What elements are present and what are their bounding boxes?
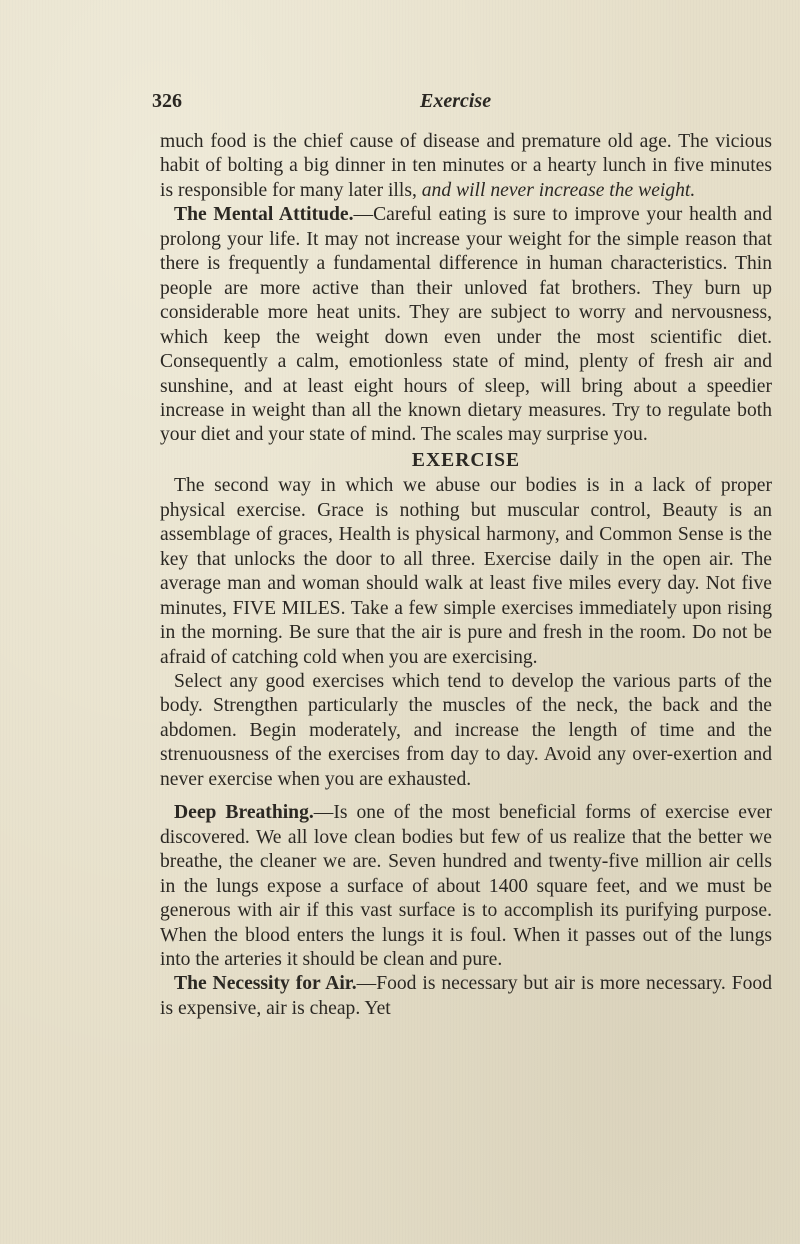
running-head [152, 90, 772, 120]
paragraph-text: Select any good exercises which tend to develop the various parts of the body. Strengthen particularly the muscles of the neck, the back and the abdomen. Begin moderately, and increase the length of time and the strenuousness of the exercises from day to day. Avoid any over-exertion and never exercise when you are exhausted. [160, 670, 772, 790]
paragraph-continuation [160, 130, 772, 203]
paragraph-text: The second way in which we abuse our bodies is in a lack of proper physical exercise. Grace is nothing but muscular control, Beauty is an assemblage of graces, Health is physical harmony, and Common Sense is the key that unlocks the door to all three. Exercise daily in the open air. The average man and woman should walk at least five miles every day. Not five minutes, FIVE MILES. Take a few simple exercises immediately upon rising in the morning. Be sure that the air is pure and fresh in the room. Do not be afraid of catching cold when you are exercising. [160, 475, 772, 668]
paragraph-select-exercises [160, 670, 772, 792]
paragraph-text: much food is the chief cause of disease and premature old age. The vicious habit of bolting a big dinner in ten minutes or a hearty lunch in five minutes is responsible for many later ills, [160, 131, 772, 201]
paragraph-necessity-air [160, 972, 772, 1021]
body-text [160, 130, 772, 1021]
paragraph-exercise [160, 474, 772, 670]
emphasized-text: and will never increase the weight. [421, 179, 696, 201]
page-number: 326 [152, 90, 182, 112]
paragraph-mental-attitude [160, 203, 772, 448]
running-title: Exercise [420, 90, 492, 112]
section-heading: EXERCISE [411, 449, 521, 471]
paragraph-deep-breathing [160, 801, 772, 972]
run-in-heading: Deep Breathing. [174, 802, 314, 824]
paragraph-text: —Food is necessary but air is more necessary. Food is expensive, air is cheap. Yet [160, 973, 772, 1019]
paragraph-gap [160, 792, 772, 801]
run-in-heading: The Mental Attitude. [174, 204, 354, 226]
paragraph-text: —Is one of the most beneficial forms of exercise ever discovered. We all love clean bodies but few of us realize that the better we breathe, the cleaner we are. Seven hundred and twenty-five million air cells in the lungs expose a surface of about 1400 square feet, and we must be generous with air if this vast surface is to accomplish its purifying purpose. When the blood enters the lungs it is foul. When it passes out of the lungs into the arteries it should be clean and pure. [160, 802, 773, 970]
paragraph-text: —Careful eating is sure to improve your health and prolong your life. It may not increase your weight for the simple reason that there is frequently a fundamental difference in human characteristics. Thin people are more active than their unloved fat brothers. They burn up considerable more heat units. They are subject to worry and nervousness, which keep the weight down even under the most scientific diet. Consequently a calm, emotionless state of mind, plenty of fresh air and sunshine, and at least eight hours of sleep, will bring about a speedier increase in weight than all the known dietary measures. Try to regulate both your diet and your state of mind. The scales may surprise you. [160, 204, 772, 446]
run-in-heading: The Necessity for Air. [174, 973, 357, 995]
